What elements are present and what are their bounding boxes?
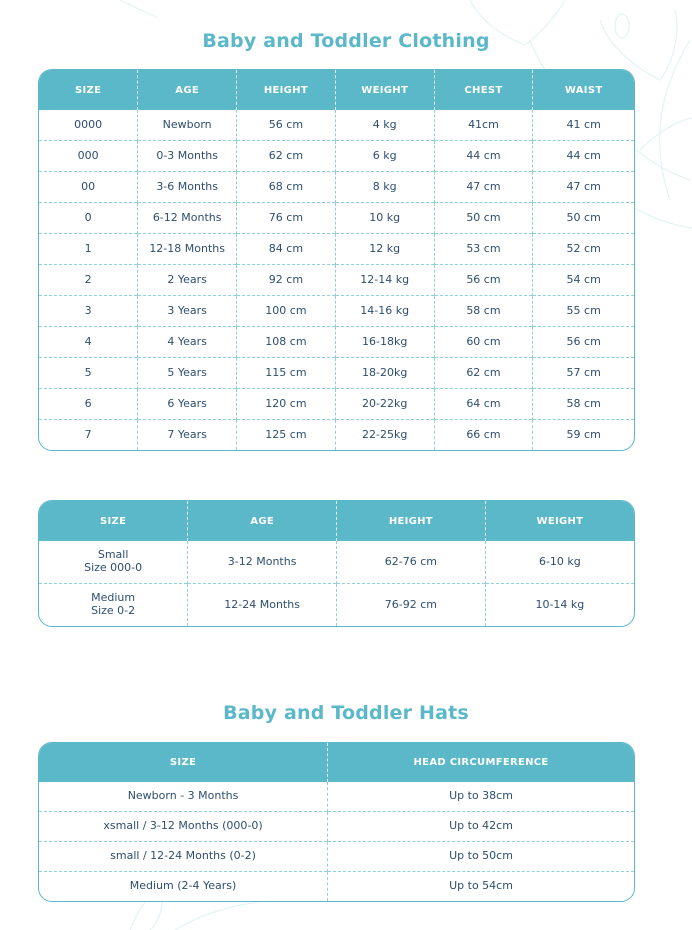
clothing-size-table: [38, 69, 635, 451]
table-row: [39, 234, 634, 265]
table-header-row: [39, 501, 634, 541]
table-row: [39, 203, 634, 234]
table-cell: 76-92 cm: [337, 584, 486, 627]
table-cell: 57 cm: [533, 358, 634, 389]
table-cell: 10-14 kg: [485, 584, 634, 627]
table-cell: 7: [39, 420, 138, 451]
table-header-row: [39, 70, 634, 110]
table-cell: 4 Years: [138, 327, 237, 358]
cell-line: Small: [97, 548, 129, 562]
table-row: [39, 110, 634, 141]
table-cell: 55 cm: [533, 296, 634, 327]
table-cell: 12-14 kg: [335, 265, 434, 296]
table-row: [39, 872, 634, 902]
table-cell: 115 cm: [237, 358, 336, 389]
table-cell: 120 cm: [237, 389, 336, 420]
table-cell: 4 kg: [335, 110, 434, 141]
table-cell: 14-16 kg: [335, 296, 434, 327]
table-row: [39, 172, 634, 203]
table-cell: Up to 50cm: [328, 842, 634, 872]
column-header-weight: WEIGHT: [485, 501, 634, 541]
table-cell: 2 Years: [138, 265, 237, 296]
table-cell: 84 cm: [237, 234, 336, 265]
table-cell: 92 cm: [237, 265, 336, 296]
table-cell: 6 Years: [138, 389, 237, 420]
table-cell: 6 kg: [335, 141, 434, 172]
table-cell: 5 Years: [138, 358, 237, 389]
table-cell: Medium (2-4 Years): [39, 872, 328, 902]
column-header-height: HEIGHT: [337, 501, 486, 541]
table-cell: 3 Years: [138, 296, 237, 327]
table-cell: 108 cm: [237, 327, 336, 358]
table-cell: 76 cm: [237, 203, 336, 234]
table-cell: Up to 38cm: [328, 782, 634, 812]
table-header-row: [39, 743, 634, 782]
table-cell: Up to 42cm: [328, 812, 634, 842]
table-row: [39, 584, 634, 627]
table-cell: Newborn - 3 Months: [127, 789, 239, 803]
table-cell: 44 cm: [434, 141, 533, 172]
table-cell: Up to 54cm: [328, 872, 634, 902]
cell-line: Medium: [91, 591, 136, 605]
table-cell: 3: [39, 296, 138, 327]
table-cell: 20-22kg: [335, 389, 434, 420]
table-cell: 5: [39, 358, 138, 389]
table-cell: 64 cm: [434, 389, 533, 420]
table-cell: 4: [39, 327, 138, 358]
table-cell: 56 cm: [533, 327, 634, 358]
table-cell: small / 12-24 Months (0-2): [39, 842, 328, 872]
table-cell: 3-12 Months: [188, 541, 337, 584]
table-row: [39, 782, 634, 812]
cell-line: Size 0-2: [91, 604, 136, 617]
table-cell: 22-25kg: [335, 420, 434, 451]
table-cell: 00: [39, 172, 138, 203]
table-cell: 6-10 kg: [485, 541, 634, 584]
table-row: [39, 541, 634, 584]
table-cell: 62 cm: [434, 358, 533, 389]
table-cell: 0-3 Months: [138, 141, 237, 172]
table-cell: 16-18kg: [335, 327, 434, 358]
table-cell: 12-18 Months: [138, 234, 237, 265]
table-cell: 41cm: [434, 110, 533, 141]
column-header-height: HEIGHT: [237, 70, 336, 110]
table-row: [39, 265, 634, 296]
table-cell: 66 cm: [434, 420, 533, 451]
hats-title: Baby and Toddler Hats: [223, 702, 469, 724]
table-cell: 47 cm: [434, 172, 533, 203]
table-cell: 54 cm: [533, 265, 634, 296]
table-cell: 56 cm: [237, 110, 336, 141]
table-row: [39, 358, 634, 389]
table-cell: 56 cm: [434, 265, 533, 296]
table-cell: 125 cm: [237, 420, 336, 451]
table-cell: 62-76 cm: [337, 541, 486, 584]
table-cell: 12 kg: [335, 234, 434, 265]
clothing-title: Baby and Toddler Clothing: [202, 30, 490, 52]
table-cell: xsmall / 3-12 Months (000-0): [39, 812, 328, 842]
table-cell: 10 kg: [335, 203, 434, 234]
column-header-weight: WEIGHT: [335, 70, 434, 110]
table-cell: [39, 584, 188, 627]
table-cell: 62 cm: [237, 141, 336, 172]
table-cell: [39, 541, 188, 584]
column-header-size: SIZE: [39, 743, 328, 782]
table-cell: 6: [39, 389, 138, 420]
table-cell: 58 cm: [533, 389, 634, 420]
table-cell: 41 cm: [533, 110, 634, 141]
column-header-head-circumference: HEAD CIRCUMFERENCE: [328, 743, 634, 782]
table-cell: 12-24 Months: [188, 584, 337, 627]
table-cell: 100 cm: [237, 296, 336, 327]
table-cell: 0000: [74, 117, 103, 131]
table-cell: 0: [39, 203, 138, 234]
table-row: [39, 842, 634, 872]
column-header-chest: CHEST: [434, 70, 533, 110]
table-cell: Newborn: [138, 110, 237, 141]
table-cell: 8 kg: [335, 172, 434, 203]
table-cell: 2: [39, 265, 138, 296]
table-cell: 3-6 Months: [138, 172, 237, 203]
table-cell: 68 cm: [237, 172, 336, 203]
hats-size-table: [38, 742, 635, 902]
table-cell: 47 cm: [533, 172, 634, 203]
column-header-size: SIZE: [39, 501, 188, 541]
table-cell: 1: [39, 234, 138, 265]
column-header-waist: WAIST: [533, 70, 634, 110]
table-cell: 60 cm: [434, 327, 533, 358]
sleepwear-size-table: [38, 500, 635, 627]
table-cell: 50 cm: [533, 203, 634, 234]
column-header-size: SIZE: [39, 70, 138, 110]
table-cell: 52 cm: [533, 234, 634, 265]
cell-line: Size 000-0: [84, 561, 143, 574]
table-cell: 000: [39, 141, 138, 172]
table-row: [39, 141, 634, 172]
table-row: [39, 389, 634, 420]
table-cell: 58 cm: [434, 296, 533, 327]
table-cell: 7 Years: [138, 420, 237, 451]
table-cell: 18-20kg: [335, 358, 434, 389]
column-header-age: AGE: [188, 501, 337, 541]
table-row: [39, 420, 634, 451]
table-row: [39, 327, 634, 358]
table-cell: 59 cm: [533, 420, 634, 451]
table-cell: 6-12 Months: [138, 203, 237, 234]
table-cell: 53 cm: [434, 234, 533, 265]
table-cell: 50 cm: [434, 203, 533, 234]
column-header-age: AGE: [138, 70, 237, 110]
table-cell: 44 cm: [533, 141, 634, 172]
table-row: [39, 812, 634, 842]
table-row: [39, 296, 634, 327]
